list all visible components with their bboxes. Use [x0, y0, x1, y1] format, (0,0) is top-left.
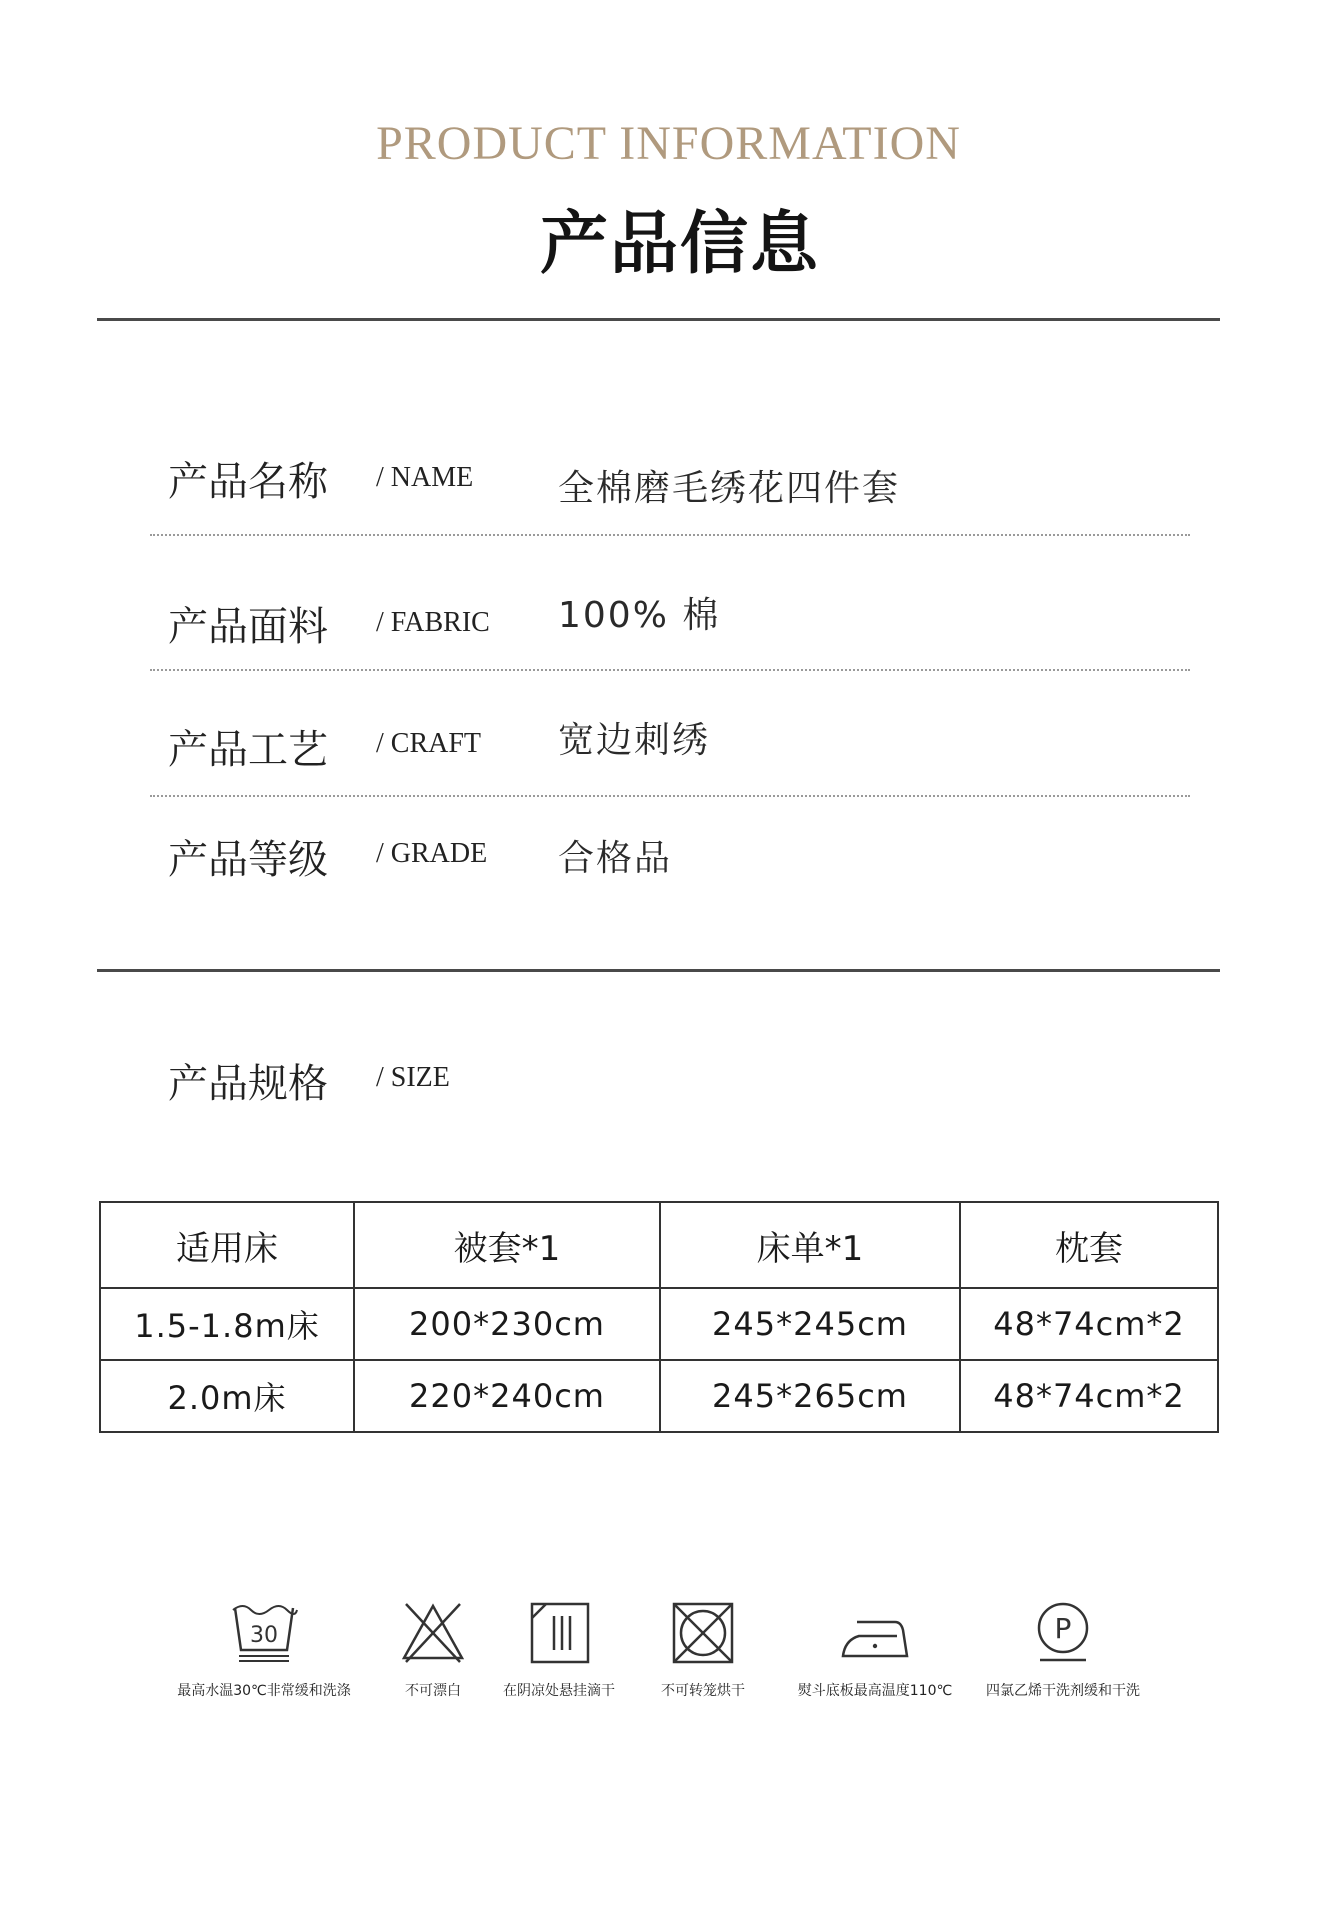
care-label: 四氯乙烯干洗剂缓和干洗 [986, 1683, 1140, 1699]
table-cell: 1.5-1.8m床 [100, 1288, 354, 1360]
info-label-en: / GRADE [376, 838, 488, 869]
care-label: 不可漂白 [405, 1683, 461, 1699]
table-cell: 220*240cm [354, 1360, 660, 1432]
info-label: 产品工艺 [168, 727, 328, 773]
care-label: 熨斗底板最高温度110℃ [797, 1683, 953, 1699]
top-divider [97, 318, 1220, 321]
info-value: 合格品 [558, 838, 673, 879]
table-row [100, 1360, 1218, 1432]
care-no-tumble-dry [648, 1600, 758, 1700]
care-dry-clean-p [978, 1600, 1148, 1700]
iron-110-icon [837, 1600, 913, 1666]
wash-30-icon [229, 1600, 299, 1666]
table-header-cell: 枕套 [960, 1202, 1218, 1288]
table-cell: 245*245cm [660, 1288, 960, 1360]
care-shade-drip-dry [494, 1600, 624, 1700]
table-row [100, 1288, 1218, 1360]
table-cell: 200*230cm [354, 1288, 660, 1360]
dry-clean-p-icon [1028, 1600, 1098, 1666]
dry-clean-letter: P [1054, 1612, 1072, 1645]
header-title-en: PRODUCT INFORMATION [376, 117, 961, 170]
info-label: 产品名称 [168, 459, 328, 505]
info-label-en: / FABRIC [376, 607, 490, 638]
table-header-row [100, 1202, 1218, 1288]
size-label: 产品规格 [168, 1061, 328, 1107]
size-label-en: / SIZE [376, 1062, 450, 1093]
header-title-cn: 产品信息 [539, 205, 820, 284]
table-cell: 245*265cm [660, 1360, 960, 1432]
table-header-cell: 适用床 [100, 1202, 354, 1288]
care-label: 不可转笼烘干 [661, 1683, 745, 1699]
table-cell: 48*74cm*2 [960, 1288, 1218, 1360]
care-label: 最高水温30℃非常缓和洗涤 [177, 1683, 351, 1699]
dotted-divider [150, 669, 1190, 671]
info-value: 全棉磨毛绣花四件套 [558, 468, 901, 509]
no-bleach-icon [398, 1600, 468, 1666]
info-label: 产品面料 [168, 604, 328, 650]
info-label-en: / CRAFT [376, 728, 482, 759]
info-value: 100% 棉 [558, 595, 721, 636]
info-label-en: / NAME [376, 462, 474, 493]
dotted-divider [150, 795, 1190, 797]
dotted-divider [150, 534, 1190, 536]
info-value: 宽边刺绣 [558, 720, 711, 761]
info-label: 产品等级 [168, 837, 328, 883]
table-header-cell: 床单*1 [660, 1202, 960, 1288]
care-label: 在阴凉处悬挂滴干 [503, 1683, 615, 1699]
table-cell: 48*74cm*2 [960, 1360, 1218, 1432]
care-iron-110 [790, 1600, 960, 1700]
middle-divider [97, 969, 1220, 972]
wash-temp-text: 30 [250, 1623, 278, 1648]
care-wash-30 [164, 1600, 364, 1700]
table-cell: 2.0m床 [100, 1360, 354, 1432]
shade-drip-dry-icon [524, 1600, 594, 1666]
no-tumble-dry-icon [668, 1600, 738, 1666]
size-table [99, 1201, 1219, 1433]
table-header-cell: 被套*1 [354, 1202, 660, 1288]
care-no-bleach [383, 1600, 483, 1700]
